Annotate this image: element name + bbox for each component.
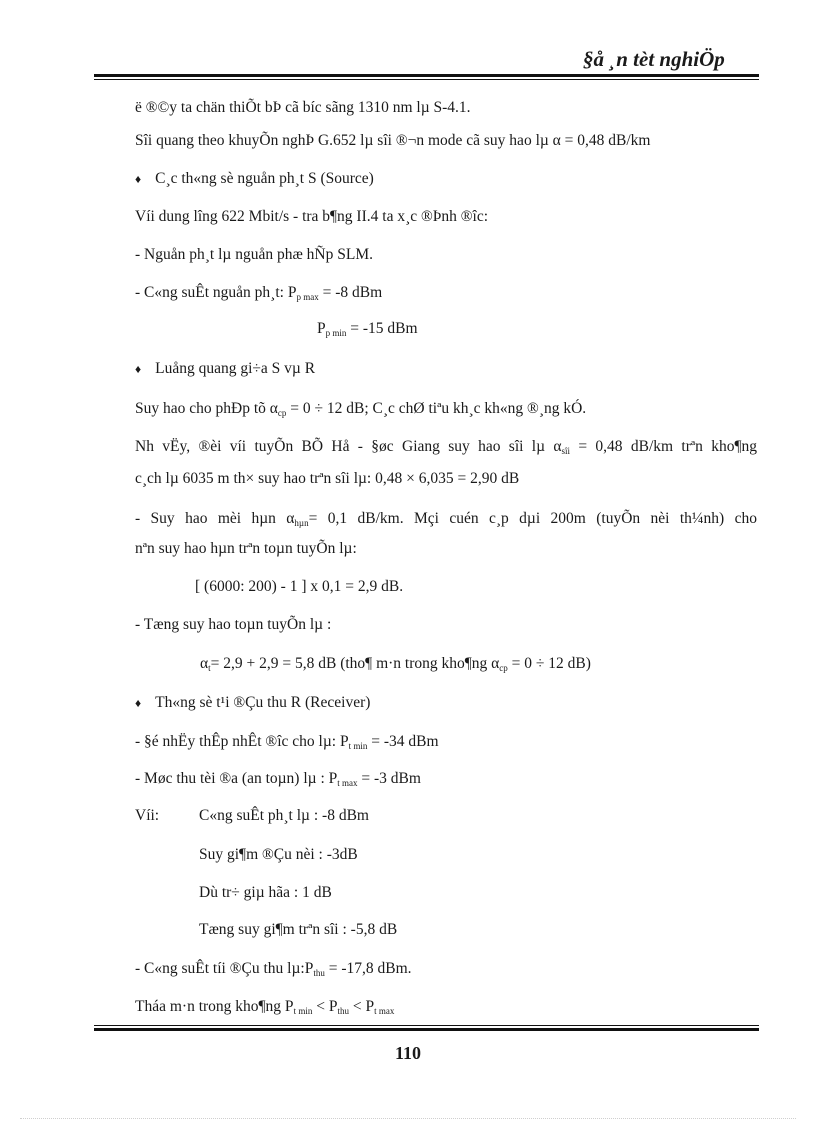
- budget-item: Suy gi¶m ®Çu nèi : -3dB: [199, 846, 358, 863]
- formula-line: - C«ng suÊt tíi ®Çu thu $l\mu:P_{thu} = -17,8$ dBm.: [135, 960, 412, 978]
- text-line: c¸ch lµ 6035 m th× suy hao trªn sîi lµ: 0,48 × 6,035 = 2,90 dB: [135, 470, 520, 487]
- diamond-bullet-icon: ♦: [135, 362, 142, 376]
- formula-line: - C«ng suÊt nguån ph¸t: $P_{p max} = -8$ dBm: [135, 284, 383, 302]
- budget-item: Tæng suy gi¶m trªn sîi : -5,8 dB: [199, 921, 398, 938]
- text-line: Sîi quang theo khuyÕn nghÞ G.652 lµ sîi ®¬n mode cã suy hao lµ α = 0,48 dB/km: [135, 132, 651, 149]
- formula-line: [ (6000: 200) - 1 ] x 0,1 = 2,9 dB.: [195, 578, 404, 595]
- text-line: ë ®©y ta chän thiÕt bÞ cã bíc sãng 1310 nm lµ S-4.1.: [135, 99, 471, 116]
- justified-line: Nh vËy, ®èi víi tuyÕn BÕ Hå - §øc Giang suy hao sîi lµ $\alpha_{sîi} = 0,48$ dB/km trªn kho¶ng: [135, 438, 758, 456]
- header-rule-thin: [94, 79, 759, 80]
- header-rule-thick: [94, 74, 759, 77]
- formula-line: $\alpha_t= 2,9 + 2,9 = 5,8$ dB (tho¶ m·n trong kho¶ng $\alpha_{cp} = 0 \div 12$ dB): [200, 655, 591, 673]
- text-line: Víi dung lîng 622 Mbit/s - tra b¶ng II.4 ta x¸c ®Þnh ®îc:: [135, 208, 489, 225]
- justified-line: - Suy hao mèi hµn $\alpha_{h\mu n}= 0,1$ dB/km. Mçi cuén c¸p dµi 200m (tuyÕn nèi th¼nh) cho: [135, 510, 757, 528]
- footer-rule-thin: [94, 1025, 759, 1026]
- diamond-bullet-icon: ♦: [135, 696, 142, 710]
- page-header-title: §å ¸n tèt nghiÖp: [583, 47, 725, 71]
- budget-item: Dù tr÷ giµ hãa : 1 dB: [199, 884, 332, 901]
- page-number: 110: [394, 1043, 421, 1063]
- text-line: - Tæng suy hao toµn tuyÕn lµ :: [135, 616, 332, 633]
- formula-line: $P_{p min} = -15$ dBm: [317, 320, 418, 338]
- bullet-heading-source: ♦ C¸c th«ng sè nguån ph¸t S (Source): [135, 170, 374, 187]
- formula-line: - Møc thu tèi ®a (an toµn) lµ : $P_{t max} = -3$ dBm: [135, 770, 421, 788]
- diamond-bullet-icon: ♦: [135, 172, 142, 186]
- footer-rule-thick: [94, 1028, 759, 1031]
- bullet-heading-link: ♦ Luång quang gi÷a S vµ R: [135, 360, 316, 377]
- text-line: - Nguån ph¸t lµ nguån phæ hÑp SLM.: [135, 246, 373, 263]
- page-bottom-dotted-edge: [20, 1118, 796, 1119]
- bullet-heading-receiver: ♦ Th«ng sè t¹i ®Çu thu R (Receiver): [135, 694, 371, 711]
- formula-line: Suy hao cho phÐp tõ $\alpha_{cp} = 0 \div 12$ dB; C¸c chØ tiªu kh¸c kh«ng ®¸ng kÓ.: [135, 400, 587, 418]
- formula-line: - §é nhËy thÊp nhÊt ®îc cho lµ: $P_{t min} = -34$ dBm: [135, 733, 439, 751]
- text-line: Víi:: [135, 807, 160, 824]
- text-line: nªn suy hao hµn trªn toµn tuyÕn lµ:: [135, 540, 357, 557]
- formula-line: Tháa m·n trong kho¶ng $P_{t min} < P_{thu} < P_{t max}$: [135, 998, 395, 1016]
- budget-item: C«ng suÊt ph¸t lµ : -8 dBm: [199, 807, 369, 824]
